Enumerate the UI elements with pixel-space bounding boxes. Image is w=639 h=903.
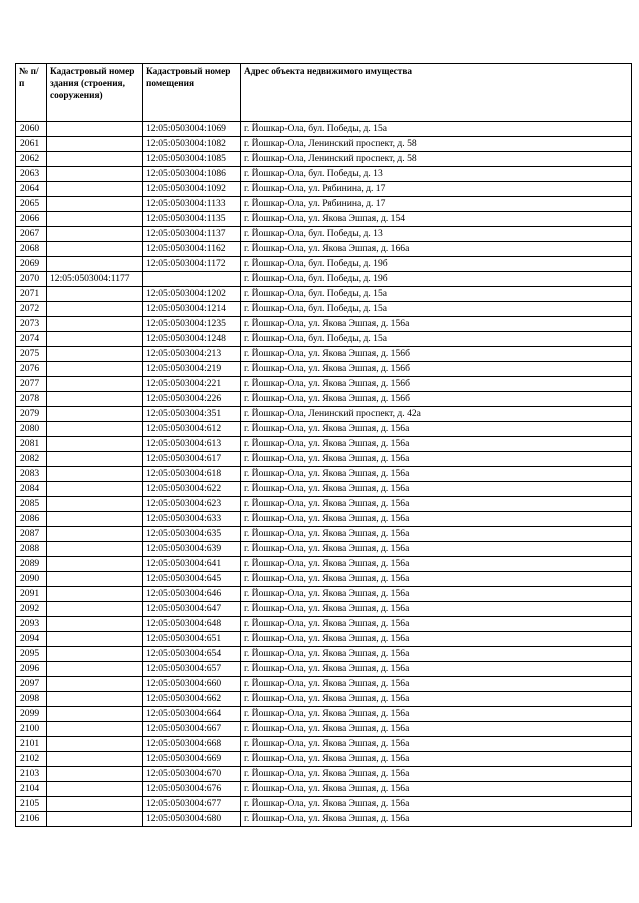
cell-address: г. Йошкар-Ола, бул. Победы, д. 15а [241,302,632,317]
property-register-table [15,63,632,827]
table-row [16,332,632,347]
cell-premises-cadastral-number: 12:05:0503004:670 [143,767,241,782]
cell-row-number: 2075 [16,347,47,362]
cell-row-number: 2089 [16,557,47,572]
cell-building-cadastral-number [47,497,143,512]
cell-premises-cadastral-number: 12:05:0503004:1162 [143,242,241,257]
cell-address: г. Йошкар-Ола, ул. Якова Эшпая, д. 156а [241,722,632,737]
cell-row-number: 2093 [16,617,47,632]
cell-building-cadastral-number [47,692,143,707]
cell-row-number: 2072 [16,302,47,317]
table-row [16,302,632,317]
cell-address: г. Йошкар-Ола, ул. Якова Эшпая, д. 166а [241,242,632,257]
table-row [16,692,632,707]
table-row [16,602,632,617]
cell-row-number: 2074 [16,332,47,347]
table-row [16,362,632,377]
table-row [16,137,632,152]
cell-address: г. Йошкар-Ола, Ленинский проспект, д. 42а [241,407,632,422]
cell-premises-cadastral-number: 12:05:0503004:664 [143,707,241,722]
cell-building-cadastral-number [47,572,143,587]
cell-address: г. Йошкар-Ола, Ленинский проспект, д. 58 [241,152,632,167]
cell-row-number: 2068 [16,242,47,257]
cell-row-number: 2096 [16,662,47,677]
cell-building-cadastral-number [47,812,143,827]
cell-building-cadastral-number [47,557,143,572]
table-row [16,287,632,302]
cell-premises-cadastral-number: 12:05:0503004:226 [143,392,241,407]
cell-premises-cadastral-number: 12:05:0503004:1202 [143,287,241,302]
table-row [16,542,632,557]
cell-building-cadastral-number [47,377,143,392]
cell-premises-cadastral-number: 12:05:0503004:633 [143,512,241,527]
cell-row-number: 2095 [16,647,47,662]
cell-building-cadastral-number [47,467,143,482]
cell-building-cadastral-number: 12:05:0503004:1177 [47,272,143,287]
cell-address: г. Йошкар-Ола, бул. Победы, д. 15а [241,332,632,347]
cell-address: г. Йошкар-Ола, ул. Якова Эшпая, д. 156а [241,317,632,332]
cell-row-number: 2085 [16,497,47,512]
cell-address: г. Йошкар-Ола, бул. Победы, д. 19б [241,257,632,272]
table-row [16,647,632,662]
cell-premises-cadastral-number: 12:05:0503004:668 [143,737,241,752]
table-row [16,467,632,482]
table-body [16,122,632,827]
cell-building-cadastral-number [47,632,143,647]
cell-premises-cadastral-number: 12:05:0503004:651 [143,632,241,647]
table-row [16,407,632,422]
cell-building-cadastral-number [47,782,143,797]
cell-address: г. Йошкар-Ола, ул. Якова Эшпая, д. 156а [241,512,632,527]
cell-address: г. Йошкар-Ола, ул. Якова Эшпая, д. 156а [241,797,632,812]
cell-building-cadastral-number [47,677,143,692]
cell-premises-cadastral-number: 12:05:0503004:1086 [143,167,241,182]
cell-premises-cadastral-number: 12:05:0503004:618 [143,467,241,482]
table-row [16,812,632,827]
cell-premises-cadastral-number: 12:05:0503004:680 [143,812,241,827]
cell-row-number: 2063 [16,167,47,182]
cell-address: г. Йошкар-Ола, ул. Якова Эшпая, д. 156а [241,602,632,617]
cell-address: г. Йошкар-Ола, ул. Якова Эшпая, д. 156а [241,587,632,602]
cell-row-number: 2090 [16,572,47,587]
cell-address: г. Йошкар-Ола, ул. Якова Эшпая, д. 156а [241,632,632,647]
cell-building-cadastral-number [47,167,143,182]
cell-building-cadastral-number [47,182,143,197]
cell-building-cadastral-number [47,527,143,542]
cell-premises-cadastral-number: 12:05:0503004:351 [143,407,241,422]
cell-address: г. Йошкар-Ола, ул. Якова Эшпая, д. 154 [241,212,632,227]
cell-row-number: 2092 [16,602,47,617]
cell-building-cadastral-number [47,482,143,497]
cell-row-number: 2082 [16,452,47,467]
cell-row-number: 2076 [16,362,47,377]
cell-row-number: 2069 [16,257,47,272]
table-row [16,197,632,212]
cell-address: г. Йошкар-Ола, ул. Якова Эшпая, д. 156а [241,497,632,512]
cell-row-number: 2061 [16,137,47,152]
cell-row-number: 2101 [16,737,47,752]
table-header-row [16,64,632,122]
cell-building-cadastral-number [47,617,143,632]
cell-building-cadastral-number [47,707,143,722]
cell-premises-cadastral-number: 12:05:0503004:219 [143,362,241,377]
table-row [16,422,632,437]
cell-premises-cadastral-number: 12:05:0503004:635 [143,527,241,542]
cell-row-number: 2100 [16,722,47,737]
cell-address: г. Йошкар-Ола, ул. Якова Эшпая, д. 156а [241,542,632,557]
cell-premises-cadastral-number: 12:05:0503004:657 [143,662,241,677]
cell-premises-cadastral-number: 12:05:0503004:669 [143,752,241,767]
table-row [16,497,632,512]
cell-building-cadastral-number [47,302,143,317]
cell-premises-cadastral-number: 12:05:0503004:1248 [143,332,241,347]
cell-building-cadastral-number [47,332,143,347]
cell-premises-cadastral-number: 12:05:0503004:617 [143,452,241,467]
table-row [16,512,632,527]
table-row [16,257,632,272]
cell-premises-cadastral-number: 12:05:0503004:613 [143,437,241,452]
cell-premises-cadastral-number: 12:05:0503004:662 [143,692,241,707]
cell-building-cadastral-number [47,392,143,407]
cell-address: г. Йошкар-Ола, бул. Победы, д. 13 [241,227,632,242]
cell-building-cadastral-number [47,137,143,152]
cell-address: г. Йошкар-Ола, ул. Рябинина, д. 17 [241,182,632,197]
cell-building-cadastral-number [47,647,143,662]
header-premises-cadastral-number: Кадастровый номер помещения [143,64,241,122]
cell-premises-cadastral-number: 12:05:0503004:622 [143,482,241,497]
cell-address: г. Йошкар-Ола, ул. Якова Эшпая, д. 156а [241,422,632,437]
cell-row-number: 2083 [16,467,47,482]
cell-row-number: 2106 [16,812,47,827]
cell-premises-cadastral-number: 12:05:0503004:647 [143,602,241,617]
cell-row-number: 2066 [16,212,47,227]
cell-building-cadastral-number [47,122,143,137]
cell-premises-cadastral-number: 12:05:0503004:1092 [143,182,241,197]
cell-row-number: 2078 [16,392,47,407]
header-building-cadastral-number: Кадастровый номер здания (строения, сооружения) [47,64,143,122]
cell-address: г. Йошкар-Ола, ул. Якова Эшпая, д. 156а [241,767,632,782]
cell-premises-cadastral-number: 12:05:0503004:213 [143,347,241,362]
table-row [16,767,632,782]
cell-building-cadastral-number [47,257,143,272]
cell-building-cadastral-number [47,512,143,527]
cell-premises-cadastral-number: 12:05:0503004:1069 [143,122,241,137]
cell-row-number: 2081 [16,437,47,452]
table-row [16,212,632,227]
cell-row-number: 2077 [16,377,47,392]
table-row [16,482,632,497]
cell-address: г. Йошкар-Ола, ул. Якова Эшпая, д. 156б [241,362,632,377]
table-row [16,392,632,407]
table-row [16,182,632,197]
cell-row-number: 2103 [16,767,47,782]
cell-building-cadastral-number [47,602,143,617]
cell-row-number: 2067 [16,227,47,242]
cell-address: г. Йошкар-Ола, ул. Якова Эшпая, д. 156а [241,467,632,482]
cell-row-number: 2104 [16,782,47,797]
cell-building-cadastral-number [47,197,143,212]
cell-building-cadastral-number [47,287,143,302]
cell-address: г. Йошкар-Ола, ул. Якова Эшпая, д. 156а [241,707,632,722]
cell-address: г. Йошкар-Ола, ул. Якова Эшпая, д. 156а [241,557,632,572]
cell-row-number: 2084 [16,482,47,497]
cell-building-cadastral-number [47,662,143,677]
cell-address: г. Йошкар-Ола, бул. Победы, д. 13 [241,167,632,182]
table-row [16,167,632,182]
cell-premises-cadastral-number: 12:05:0503004:660 [143,677,241,692]
table-row [16,122,632,137]
table-row [16,227,632,242]
cell-address: г. Йошкар-Ола, ул. Рябинина, д. 17 [241,197,632,212]
cell-address: г. Йошкар-Ола, бул. Победы, д. 15а [241,122,632,137]
table-row [16,527,632,542]
cell-address: г. Йошкар-Ола, ул. Якова Эшпая, д. 156а [241,452,632,467]
cell-row-number: 2071 [16,287,47,302]
cell-row-number: 2079 [16,407,47,422]
cell-address: г. Йошкар-Ола, ул. Якова Эшпая, д. 156а [241,782,632,797]
table-row [16,152,632,167]
cell-address: г. Йошкар-Ола, ул. Якова Эшпая, д. 156а [241,527,632,542]
cell-premises-cadastral-number: 12:05:0503004:639 [143,542,241,557]
cell-address: г. Йошкар-Ола, ул. Якова Эшпая, д. 156а [241,572,632,587]
cell-row-number: 2065 [16,197,47,212]
cell-address: г. Йошкар-Ола, ул. Якова Эшпая, д. 156а [241,677,632,692]
cell-building-cadastral-number [47,542,143,557]
cell-building-cadastral-number [47,347,143,362]
cell-row-number: 2102 [16,752,47,767]
header-row-number: № п/п [16,64,47,122]
cell-premises-cadastral-number: 12:05:0503004:648 [143,617,241,632]
cell-address: г. Йошкар-Ола, ул. Якова Эшпая, д. 156б [241,377,632,392]
cell-row-number: 2064 [16,182,47,197]
cell-premises-cadastral-number: 12:05:0503004:646 [143,587,241,602]
table-row [16,752,632,767]
cell-address: г. Йошкар-Ола, ул. Якова Эшпая, д. 156б [241,392,632,407]
cell-building-cadastral-number [47,227,143,242]
cell-building-cadastral-number [47,767,143,782]
table-row [16,587,632,602]
cell-premises-cadastral-number: 12:05:0503004:1137 [143,227,241,242]
table-row [16,617,632,632]
cell-address: г. Йошкар-Ола, ул. Якова Эшпая, д. 156а [241,737,632,752]
cell-row-number: 2088 [16,542,47,557]
cell-row-number: 2080 [16,422,47,437]
cell-premises-cadastral-number: 12:05:0503004:1235 [143,317,241,332]
table-row [16,662,632,677]
table-row [16,452,632,467]
table-row [16,572,632,587]
cell-address: г. Йошкар-Ола, бул. Победы, д. 15а [241,287,632,302]
cell-address: г. Йошкар-Ола, ул. Якова Эшпая, д. 156а [241,617,632,632]
cell-premises-cadastral-number: 12:05:0503004:221 [143,377,241,392]
cell-premises-cadastral-number: 12:05:0503004:667 [143,722,241,737]
table-row [16,677,632,692]
cell-address: г. Йошкар-Ола, ул. Якова Эшпая, д. 156б [241,347,632,362]
cell-premises-cadastral-number: 12:05:0503004:654 [143,647,241,662]
header-property-address: Адрес объекта недвижимого имущества [241,64,632,122]
table-row [16,722,632,737]
cell-premises-cadastral-number: 12:05:0503004:1172 [143,257,241,272]
table-row [16,272,632,287]
cell-row-number: 2098 [16,692,47,707]
cell-address: г. Йошкар-Ола, Ленинский проспект, д. 58 [241,137,632,152]
cell-building-cadastral-number [47,407,143,422]
table-row [16,797,632,812]
table-row [16,347,632,362]
cell-building-cadastral-number [47,752,143,767]
cell-row-number: 2097 [16,677,47,692]
table-row [16,557,632,572]
cell-address: г. Йошкар-Ола, ул. Якова Эшпая, д. 156а [241,692,632,707]
cell-address: г. Йошкар-Ола, ул. Якова Эшпая, д. 156а [241,812,632,827]
table-row [16,737,632,752]
table-row [16,317,632,332]
cell-address: г. Йошкар-Ола, ул. Якова Эшпая, д. 156а [241,437,632,452]
table-row [16,437,632,452]
table-row [16,242,632,257]
cell-building-cadastral-number [47,737,143,752]
cell-building-cadastral-number [47,212,143,227]
cell-row-number: 2105 [16,797,47,812]
cell-building-cadastral-number [47,362,143,377]
cell-building-cadastral-number [47,452,143,467]
table-row [16,632,632,647]
cell-premises-cadastral-number: 12:05:0503004:677 [143,797,241,812]
cell-address: г. Йошкар-Ола, ул. Якова Эшпая, д. 156а [241,647,632,662]
cell-row-number: 2070 [16,272,47,287]
cell-premises-cadastral-number: 12:05:0503004:1214 [143,302,241,317]
table-row [16,377,632,392]
cell-premises-cadastral-number: 12:05:0503004:676 [143,782,241,797]
cell-building-cadastral-number [47,797,143,812]
cell-row-number: 2087 [16,527,47,542]
cell-building-cadastral-number [47,317,143,332]
cell-address: г. Йошкар-Ола, ул. Якова Эшпая, д. 156а [241,662,632,677]
cell-premises-cadastral-number: 12:05:0503004:1082 [143,137,241,152]
cell-row-number: 2073 [16,317,47,332]
table-row [16,782,632,797]
cell-row-number: 2086 [16,512,47,527]
cell-row-number: 2060 [16,122,47,137]
cell-premises-cadastral-number: 12:05:0503004:641 [143,557,241,572]
cell-premises-cadastral-number: 12:05:0503004:645 [143,572,241,587]
cell-row-number: 2091 [16,587,47,602]
cell-premises-cadastral-number: 12:05:0503004:623 [143,497,241,512]
cell-building-cadastral-number [47,422,143,437]
table-row [16,707,632,722]
cell-building-cadastral-number [47,587,143,602]
cell-building-cadastral-number [47,722,143,737]
cell-address: г. Йошкар-Ола, ул. Якова Эшпая, д. 156а [241,752,632,767]
cell-premises-cadastral-number [143,272,241,287]
cell-premises-cadastral-number: 12:05:0503004:612 [143,422,241,437]
cell-row-number: 2099 [16,707,47,722]
cell-building-cadastral-number [47,437,143,452]
cell-building-cadastral-number [47,242,143,257]
cell-address: г. Йошкар-Ола, ул. Якова Эшпая, д. 156а [241,482,632,497]
cell-row-number: 2094 [16,632,47,647]
cell-premises-cadastral-number: 12:05:0503004:1085 [143,152,241,167]
cell-premises-cadastral-number: 12:05:0503004:1133 [143,197,241,212]
cell-row-number: 2062 [16,152,47,167]
cell-building-cadastral-number [47,152,143,167]
cell-premises-cadastral-number: 12:05:0503004:1135 [143,212,241,227]
cell-address: г. Йошкар-Ола, бул. Победы, д. 19б [241,272,632,287]
